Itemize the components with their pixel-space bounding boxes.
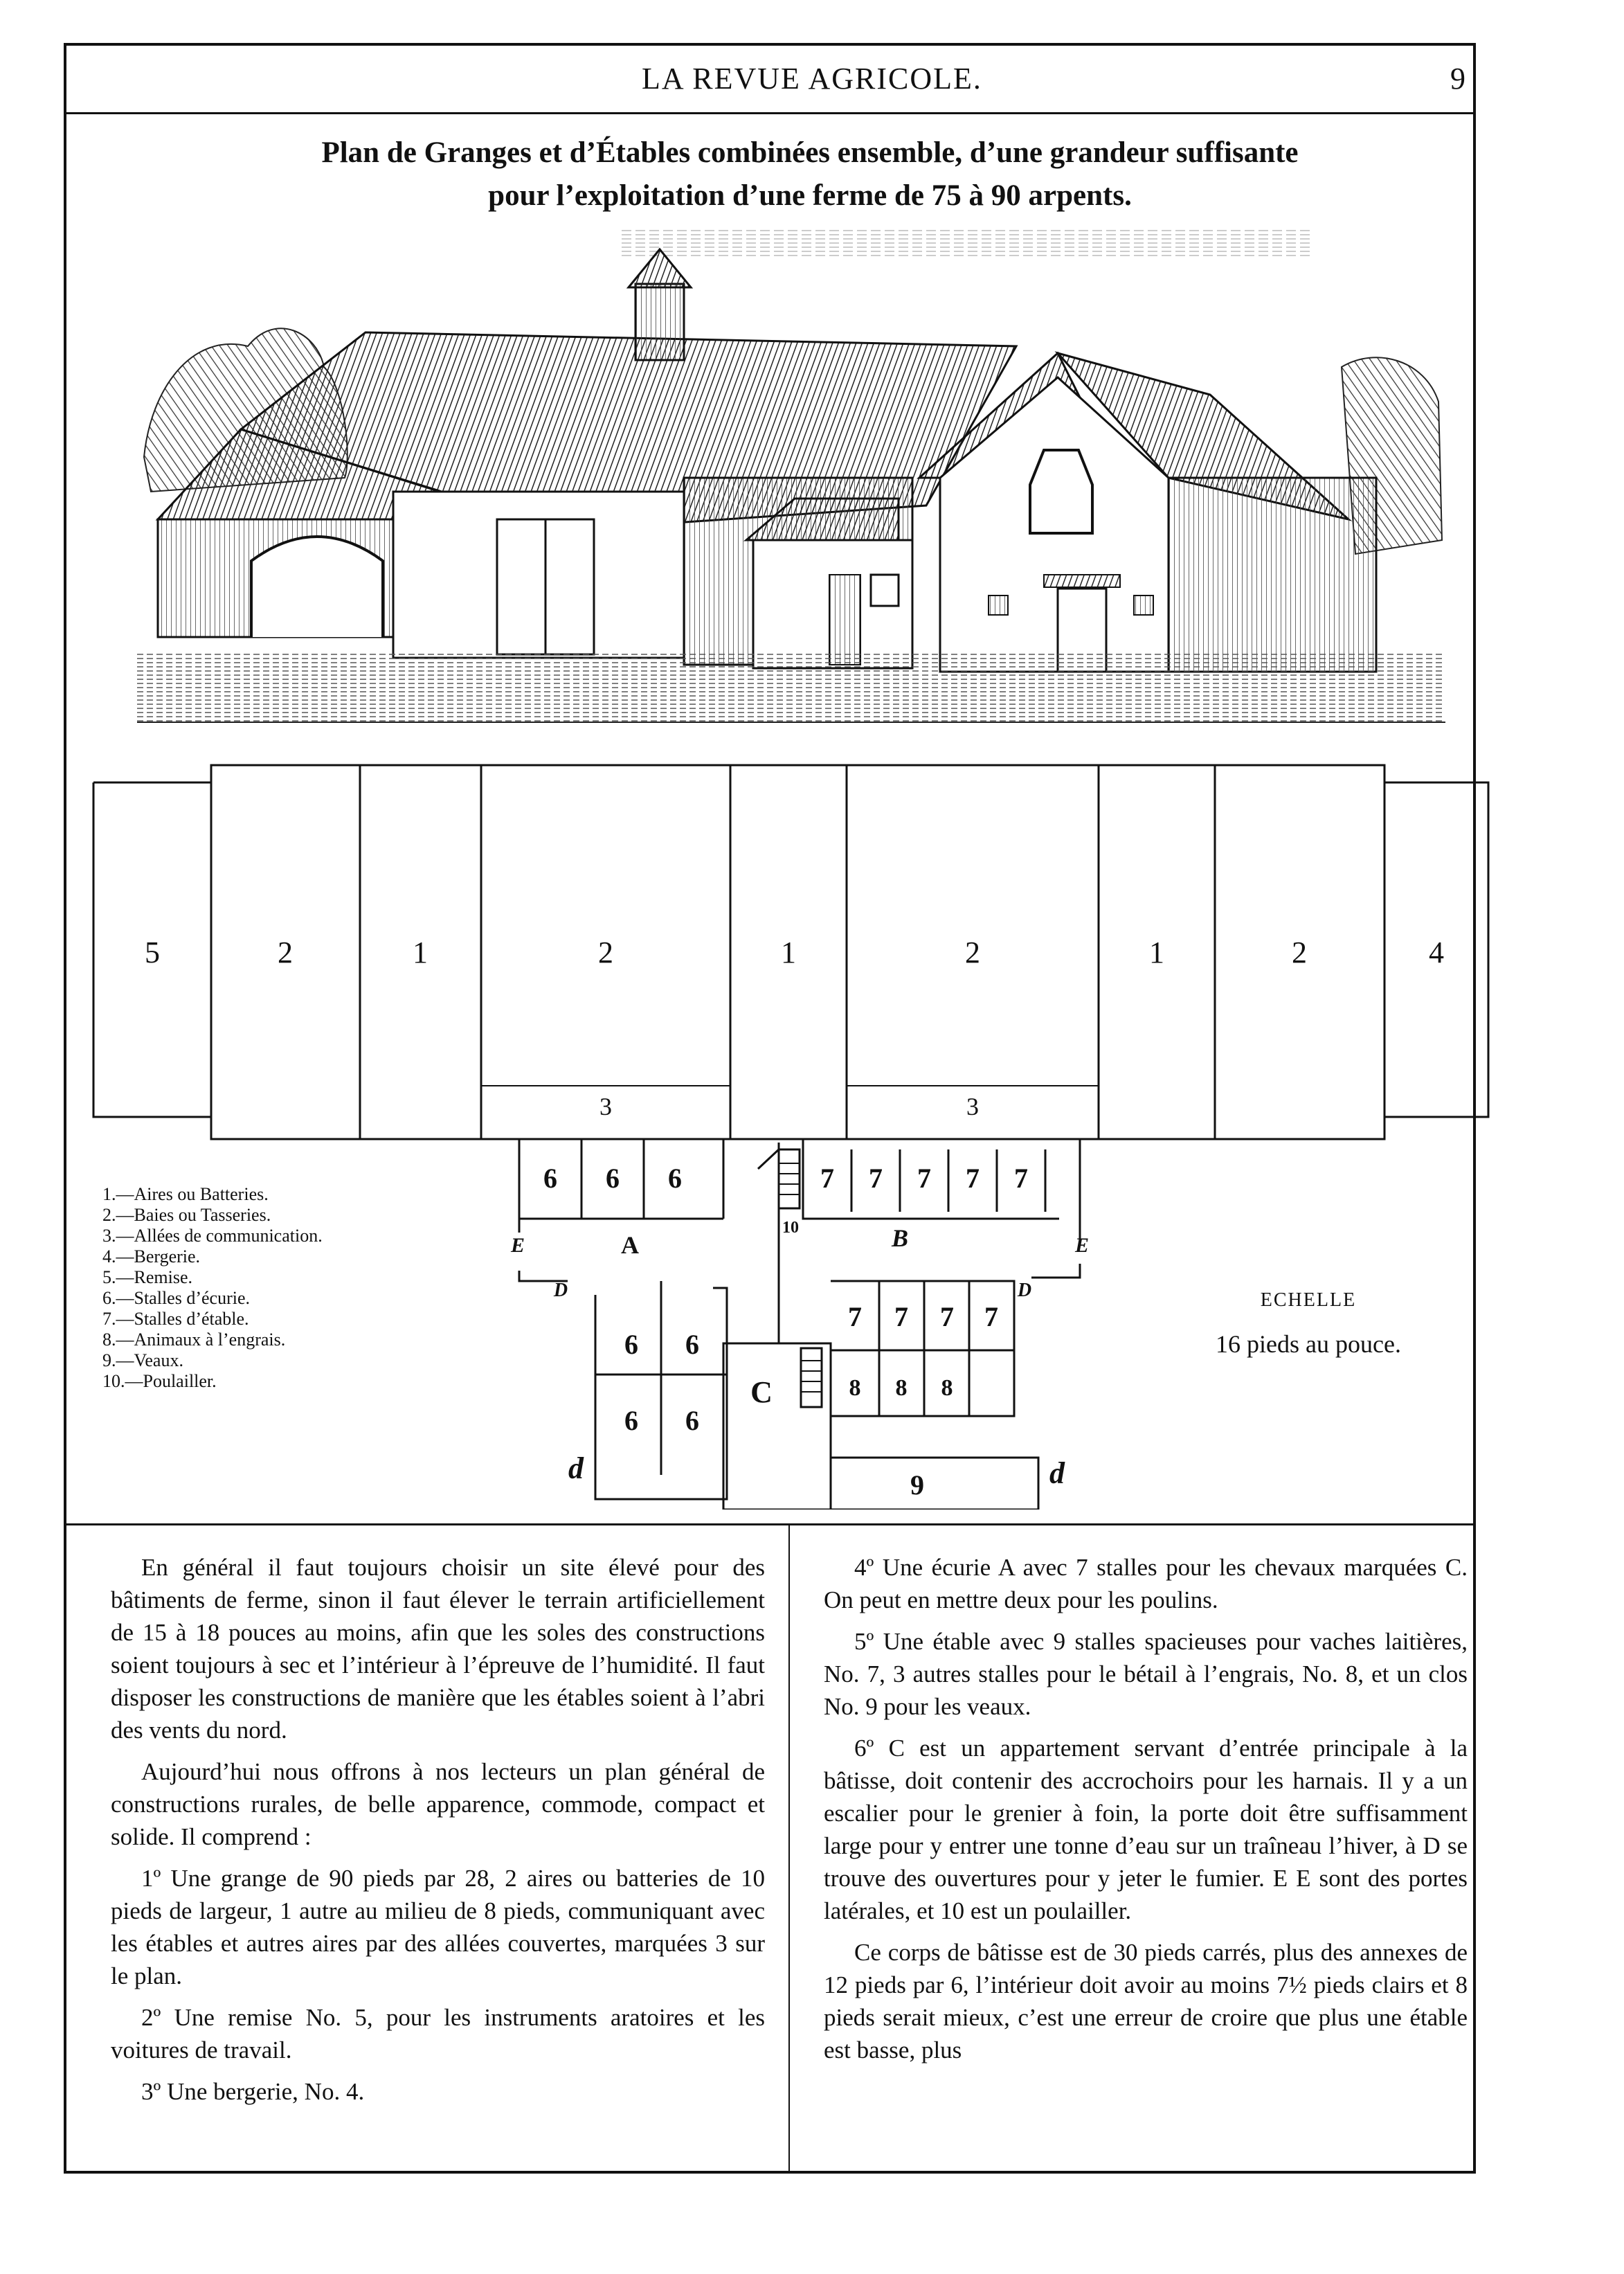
cell-label: 1 xyxy=(781,935,796,969)
alley-label: 3 xyxy=(599,1093,612,1120)
paragraph: 6º C est un appartement servant d’entrée principale à la bâtisse, doit contenir des accrochoirs pour les harnais. Il y a un escalier pour le grenier à foin, la porte doit être suffisamment large pour y entrer une tonne d’eau sur un traîneau l’hiver, à D se trouve des ouvertures pour y jeter le fumier. E E sont des portes latérales, et 10 est un poulailler. xyxy=(824,1735,1468,1924)
stall-label: 6 xyxy=(606,1163,620,1194)
label-d-left: D xyxy=(553,1280,568,1301)
cell-label: 2 xyxy=(1292,935,1307,969)
page-number: 9 xyxy=(1450,62,1467,96)
legend-item: 8.—Animaux à l’engrais. xyxy=(102,1330,286,1350)
cell-label: 4 xyxy=(1429,935,1444,969)
paragraph: 2º Une remise No. 5, pour les instruments aratoires et les voitures de travail. xyxy=(111,2004,765,2063)
plan-legend xyxy=(102,1184,323,1392)
stall-label: 6 xyxy=(624,1329,638,1360)
stall-label: 8 xyxy=(895,1375,908,1401)
stall-label: 8 xyxy=(941,1375,953,1401)
alley-label: 3 xyxy=(966,1093,979,1120)
label-e-left: E xyxy=(510,1234,525,1257)
paragraph: 3º Une bergerie, No. 4. xyxy=(141,2078,365,2105)
label-d-right: D xyxy=(1017,1280,1032,1301)
legend-item: 10.—Poulailler. xyxy=(102,1371,217,1391)
stall-label: 7 xyxy=(966,1163,980,1194)
scale-title: ECHELLE xyxy=(1260,1289,1357,1311)
label-b: B xyxy=(891,1224,909,1252)
legend-item: 4.—Bergerie. xyxy=(102,1246,201,1266)
text-rule xyxy=(64,1523,1476,1525)
stall-label: 7 xyxy=(848,1301,862,1332)
scale-note xyxy=(1170,1289,1447,1359)
cell-label: 2 xyxy=(598,935,613,969)
label-d-small-right: d xyxy=(1049,1456,1065,1490)
label-10: 10 xyxy=(782,1219,799,1237)
text-column-left xyxy=(111,1551,765,2117)
ground xyxy=(137,651,1445,724)
stall-label: 7 xyxy=(820,1163,834,1194)
legend-item: 6.—Stalles d’écurie. xyxy=(102,1288,250,1308)
figure-title-line-2: pour l’exploitation d’une ferme de 75 à 90 arpents. xyxy=(488,179,1132,212)
running-title: LA REVUE AGRICOLE. xyxy=(642,62,982,96)
cell-label: 5 xyxy=(145,935,160,969)
paragraph: 5º Une étable avec 9 stalles spacieuses pour vaches laitières, No. 7, 3 autres stalles pour le bétail à l’engrais, No. 8, et un clos No. 9 pour les veaux. xyxy=(824,1628,1468,1720)
legend-item: 9.—Veaux. xyxy=(102,1350,183,1370)
stall-label: 7 xyxy=(917,1163,931,1194)
legend-item: 2.—Baies ou Tasseries. xyxy=(102,1205,271,1225)
floor-plan xyxy=(83,755,1509,1510)
cell-label: 1 xyxy=(1149,935,1164,969)
stall-label: 7 xyxy=(894,1301,908,1332)
stall-label: 6 xyxy=(543,1163,557,1194)
porch-window xyxy=(871,575,899,606)
paragraph: En général il faut toujours choisir un site élevé pour des bâtiments de ferme, sinon il faut élever le terrain artificiellement de 15 à 18 pouces au moins, afin que les soles des constructions soient toujours à sec et l’intérieur à l’épreuve de l’humidité. Il faut disposer les constructions de manière que les étables soient à l’abri des vents du nord. xyxy=(111,1554,765,1744)
label-e-right: E xyxy=(1074,1234,1090,1257)
stall-label: 7 xyxy=(869,1163,883,1194)
stall-label: 6 xyxy=(624,1405,638,1436)
cell-label: 2 xyxy=(965,935,980,969)
cell-label: 2 xyxy=(278,935,293,969)
label-a: A xyxy=(621,1231,639,1259)
scale-value: 16 pieds au pouce. xyxy=(1216,1330,1401,1358)
legend-item: 1.—Aires ou Batteries. xyxy=(102,1184,269,1204)
figure-title-line-1: Plan de Granges et d’Étables combinées ensemble, d’une grandeur suffisante xyxy=(321,136,1299,169)
label-d-small-left: d xyxy=(568,1451,584,1485)
text-column-right xyxy=(824,1551,1468,2075)
stall-label: 6 xyxy=(685,1329,699,1360)
paragraph: Ce corps de bâtisse est de 30 pieds carrés, plus des annexes de 12 pieds par 6, l’intérieur doit avoir au moins 7½ pieds clairs et 8 pieds serait mieux, c’est une erreur de croire que plus une étable est basse, plus xyxy=(824,1939,1468,2063)
gable-window xyxy=(1030,450,1092,533)
label-9: 9 xyxy=(910,1469,924,1501)
cupola xyxy=(635,284,684,360)
stall-label: 8 xyxy=(849,1375,861,1401)
legend-item: 3.—Allées de communication. xyxy=(102,1226,323,1246)
legend-item: 7.—Stalles d’étable. xyxy=(102,1309,249,1329)
right-wing-wall xyxy=(1169,478,1376,672)
paragraph: 1º Une grange de 90 pieds par 28, 2 aires ou batteries de 10 pieds de largeur, 1 autre au milieu de 8 pieds, communiquant avec les étables et autres aires par des allées couvertes, marquées 3 sur le plan. xyxy=(111,1865,765,1989)
stall-label: 7 xyxy=(984,1301,998,1332)
gable-canopy xyxy=(1044,575,1120,587)
cell-label: 1 xyxy=(413,935,428,969)
stall-label: 7 xyxy=(940,1301,954,1332)
label-c: C xyxy=(750,1375,773,1409)
stall-label: 7 xyxy=(1014,1163,1028,1194)
legend-item: 5.—Remise. xyxy=(102,1267,192,1287)
figure-title xyxy=(138,132,1481,217)
paragraph: Aujourd’hui nous offrons à nos lecteurs un plan général de constructions rurales, de belle apparence, commode, compact et solide. Il comprend : xyxy=(111,1758,765,1850)
column-divider xyxy=(788,1523,790,2174)
sky xyxy=(622,229,1314,256)
paragraph: 4º Une écurie A avec 7 stalles pour les chevaux marquées C. On peut en mettre deux pour les poulins. xyxy=(824,1554,1468,1613)
barn-engraving xyxy=(137,229,1445,726)
header-rule xyxy=(64,112,1476,114)
shed-arch xyxy=(251,537,383,637)
stall-label: 6 xyxy=(685,1405,699,1436)
stall-label: 6 xyxy=(668,1163,682,1194)
